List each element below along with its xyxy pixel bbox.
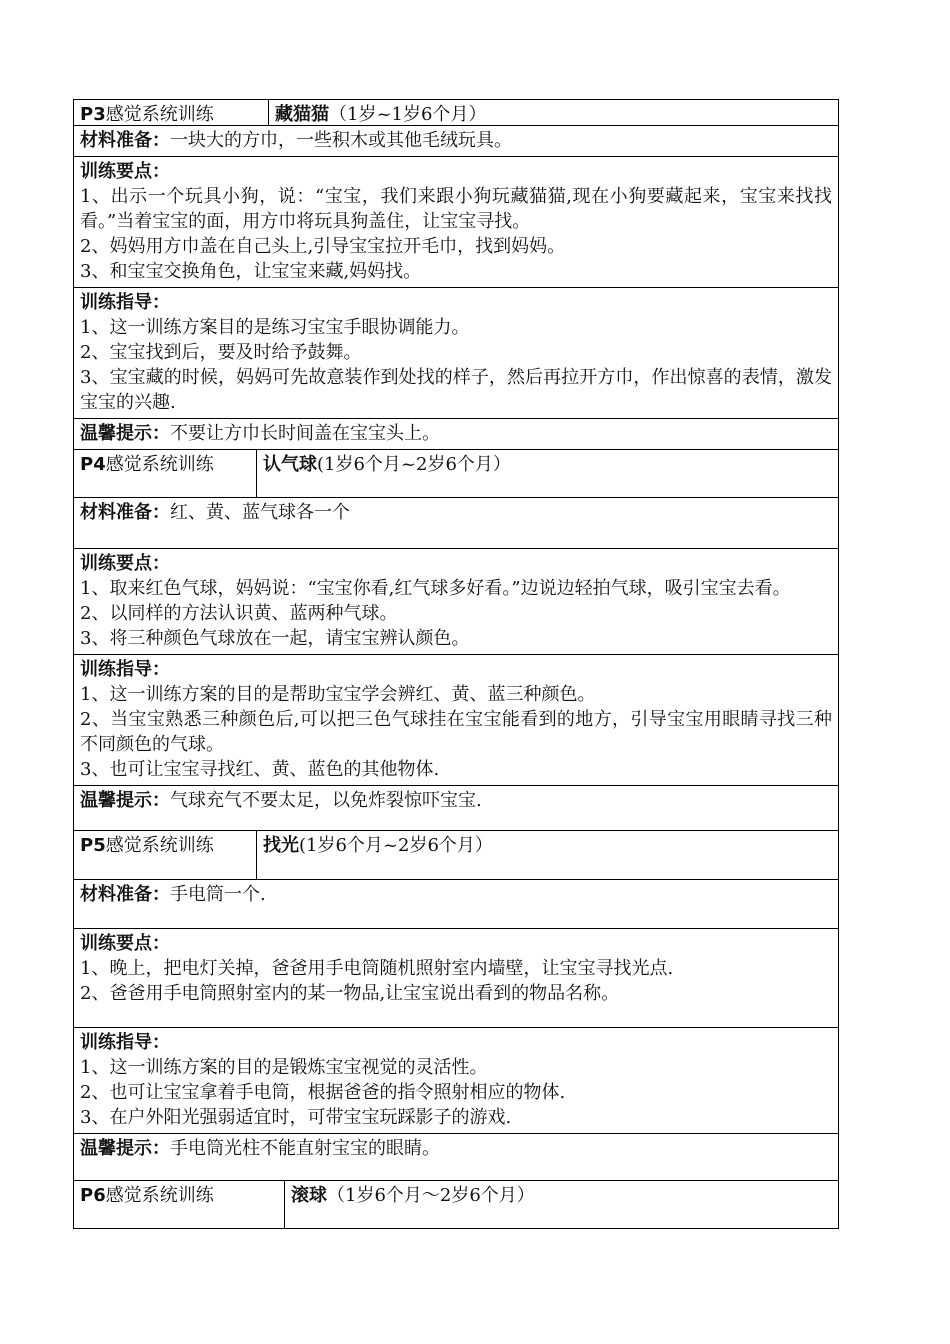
guide-row-p5 xyxy=(73,1027,839,1133)
point-item: 3、和宝宝交换角色，让宝宝来藏,妈妈找。 xyxy=(80,261,422,282)
tip-label: 温馨提示： xyxy=(80,1138,170,1159)
materials-label: 材料准备： xyxy=(80,130,170,151)
section-age: (1岁6个月~2岁6个月） xyxy=(317,454,511,475)
materials-text: 一块大的方巾，一些积木或其他毛绒玩具。 xyxy=(170,130,512,151)
section-header-p5 xyxy=(73,830,839,879)
guide-row-p4 xyxy=(73,654,839,785)
tip-row-p4 xyxy=(73,785,839,830)
points-row-p3 xyxy=(73,156,839,287)
section-code: P3 xyxy=(80,104,106,125)
section-title: 找光 xyxy=(263,835,299,856)
guide-item: 2、宝宝找到后，要及时给予鼓舞。 xyxy=(80,342,362,363)
section-category: 感觉系统训练 xyxy=(105,454,214,475)
materials-row-p4 xyxy=(73,497,839,548)
section-title: 藏猫猫 xyxy=(275,104,329,125)
materials-text: 手电筒一个. xyxy=(170,884,266,905)
guide-item: 3、在户外阳光强弱适宜时，可带宝宝玩踩影子的游戏. xyxy=(80,1107,512,1128)
point-item: 3、将三种颜色气球放在一起，请宝宝辨认颜色。 xyxy=(80,628,470,649)
section-header-p4 xyxy=(73,449,839,497)
points-label: 训练要点： xyxy=(80,553,170,574)
points-row-p4 xyxy=(73,548,839,654)
guide-item: 3、也可让宝宝寻找红、黄、蓝色的其他物体. xyxy=(80,759,440,780)
materials-row-p5 xyxy=(73,879,839,928)
point-item: 1、出示一个玩具小狗，说：“宝宝，我们来跟小狗玩藏猫猫,现在小狗要藏起来，宝宝来找找看。”当着宝宝的面，用方巾将玩具狗盖住，让宝宝寻找。 xyxy=(80,186,832,232)
tip-text: 手电筒光柱不能直射宝宝的眼睛。 xyxy=(170,1138,440,1159)
guide-label: 训练指导： xyxy=(80,292,170,313)
guide-item: 2、当宝宝熟悉三种颜色后,可以把三色气球挂在宝宝能看到的地方，引导宝宝用眼睛寻找三种不同颜色的气球。 xyxy=(80,709,832,755)
section-title: 认气球 xyxy=(263,454,317,475)
section-title: 滚球 xyxy=(291,1185,327,1206)
guide-item: 1、这一训练方案的目的是帮助宝宝学会辨红、黄、蓝三种颜色。 xyxy=(80,684,596,705)
tip-text: 不要让方巾长时间盖在宝宝头上。 xyxy=(170,423,440,444)
tip-row-p5 xyxy=(73,1133,839,1180)
document-table xyxy=(73,99,839,1229)
section-category: 感觉系统训练 xyxy=(105,1185,214,1206)
guide-item: 1、这一训练方案目的是练习宝宝手眼协调能力。 xyxy=(80,317,470,338)
section-age: （1岁6个月～2岁6个月） xyxy=(327,1185,535,1206)
materials-text: 红、黄、蓝气球各一个 xyxy=(170,502,350,523)
tip-text: 气球充气不要太足，以免炸裂惊吓宝宝. xyxy=(170,790,482,811)
points-row-p5 xyxy=(73,928,839,1027)
materials-row-p3 xyxy=(73,125,839,156)
materials-label: 材料准备： xyxy=(80,502,170,523)
section-category: 感觉系统训练 xyxy=(105,104,214,125)
tip-label: 温馨提示： xyxy=(80,423,170,444)
guide-label: 训练指导： xyxy=(80,1032,170,1053)
point-item: 1、取来红色气球，妈妈说：“宝宝你看,红气球多好看。”边说边轻拍气球，吸引宝宝去看。 xyxy=(80,578,791,599)
section-category: 感觉系统训练 xyxy=(105,835,214,856)
guide-item: 1、这一训练方案的目的是锻炼宝宝视觉的灵活性。 xyxy=(80,1057,488,1078)
guide-label: 训练指导： xyxy=(80,659,170,680)
section-header-p3 xyxy=(73,99,839,125)
guide-item: 3、宝宝藏的时候，妈妈可先故意装作到处找的样子，然后再拉开方巾，作出惊喜的表情，激发宝宝的兴趣. xyxy=(80,367,832,413)
tip-label: 温馨提示： xyxy=(80,790,170,811)
point-item: 1、晚上，把电灯关掉，爸爸用手电筒随机照射室内墙壁，让宝宝寻找光点. xyxy=(80,958,674,979)
section-code: P4 xyxy=(80,454,106,475)
guide-item: 2、也可让宝宝拿着手电筒，根据爸爸的指令照射相应的物体. xyxy=(80,1082,566,1103)
section-age: （1岁~1岁6个月） xyxy=(329,104,487,125)
point-item: 2、爸爸用手电筒照射室内的某一物品,让宝宝说出看到的物品名称。 xyxy=(80,983,620,1004)
materials-label: 材料准备： xyxy=(80,884,170,905)
points-label: 训练要点： xyxy=(80,161,170,182)
point-item: 2、以同样的方法认识黄、蓝两种气球。 xyxy=(80,603,398,624)
point-item: 2、妈妈用方巾盖在自己头上,引导宝宝拉开毛巾，找到妈妈。 xyxy=(80,236,566,257)
section-code: P5 xyxy=(80,835,106,856)
guide-row-p3 xyxy=(73,287,839,418)
tip-row-p3 xyxy=(73,418,839,449)
section-header-p6 xyxy=(73,1180,839,1229)
section-age: (1岁6个月~2岁6个月） xyxy=(299,835,493,856)
section-code: P6 xyxy=(80,1185,106,1206)
points-label: 训练要点： xyxy=(80,933,170,954)
